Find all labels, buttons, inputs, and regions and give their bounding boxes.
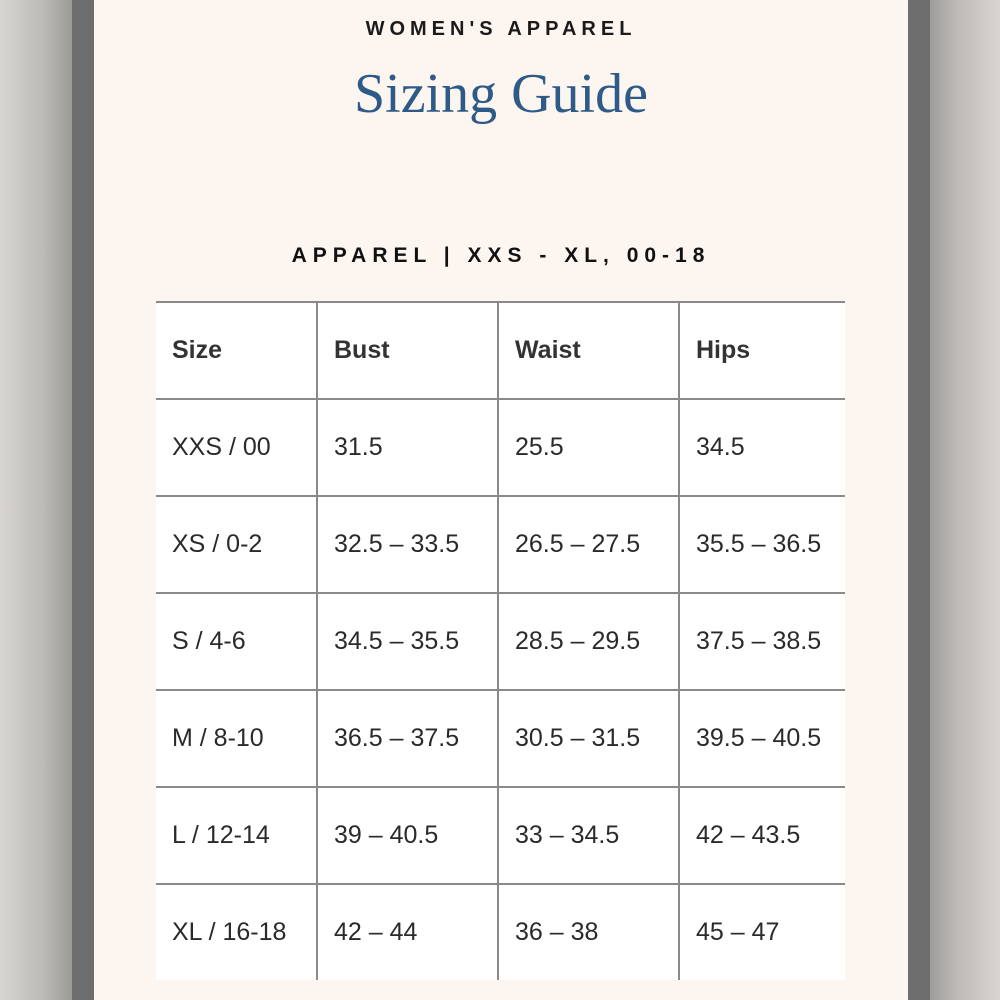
bust-cell: 39 – 40.5 bbox=[317, 787, 498, 884]
hips-cell: 37.5 – 38.5 bbox=[679, 593, 845, 690]
frame-border-right bbox=[908, 0, 930, 1000]
column-header-size: Size bbox=[156, 302, 317, 399]
table-row bbox=[156, 884, 845, 980]
bust-cell: 31.5 bbox=[317, 399, 498, 496]
waist-cell: 30.5 – 31.5 bbox=[498, 690, 679, 787]
table-row bbox=[156, 593, 845, 690]
size-cell: L / 12-14 bbox=[156, 787, 317, 884]
size-cell: M / 8-10 bbox=[156, 690, 317, 787]
waist-cell: 36 – 38 bbox=[498, 884, 679, 980]
table-row bbox=[156, 399, 845, 496]
bust-cell: 32.5 – 33.5 bbox=[317, 496, 498, 593]
background-left bbox=[0, 0, 72, 1000]
table-header-row bbox=[156, 302, 845, 399]
bust-cell: 36.5 – 37.5 bbox=[317, 690, 498, 787]
column-header-hips: Hips bbox=[679, 302, 845, 399]
waist-cell: 28.5 – 29.5 bbox=[498, 593, 679, 690]
table-row bbox=[156, 496, 845, 593]
frame-border-left bbox=[72, 0, 94, 1000]
size-chart-table bbox=[156, 301, 845, 980]
size-cell: S / 4-6 bbox=[156, 593, 317, 690]
size-cell: XS / 0-2 bbox=[156, 496, 317, 593]
table-row bbox=[156, 690, 845, 787]
hips-cell: 39.5 – 40.5 bbox=[679, 690, 845, 787]
column-header-bust: Bust bbox=[317, 302, 498, 399]
table-row bbox=[156, 787, 845, 884]
background-right bbox=[928, 0, 1000, 1000]
waist-cell: 33 – 34.5 bbox=[498, 787, 679, 884]
category-label: WOMEN'S APPAREL bbox=[365, 18, 637, 40]
column-header-waist: Waist bbox=[498, 302, 679, 399]
hips-cell: 42 – 43.5 bbox=[679, 787, 845, 884]
hips-cell: 35.5 – 36.5 bbox=[679, 496, 845, 593]
size-cell: XL / 16-18 bbox=[156, 884, 317, 980]
table-caption: APPAREL | XXS - XL, 00-18 bbox=[291, 244, 711, 267]
sizing-guide-page bbox=[94, 0, 908, 1000]
size-cell: XXS / 00 bbox=[156, 399, 317, 496]
waist-cell: 26.5 – 27.5 bbox=[498, 496, 679, 593]
hips-cell: 34.5 bbox=[679, 399, 845, 496]
bust-cell: 42 – 44 bbox=[317, 884, 498, 980]
bust-cell: 34.5 – 35.5 bbox=[317, 593, 498, 690]
waist-cell: 25.5 bbox=[498, 399, 679, 496]
page-title: Sizing Guide bbox=[354, 63, 648, 125]
hips-cell: 45 – 47 bbox=[679, 884, 845, 980]
